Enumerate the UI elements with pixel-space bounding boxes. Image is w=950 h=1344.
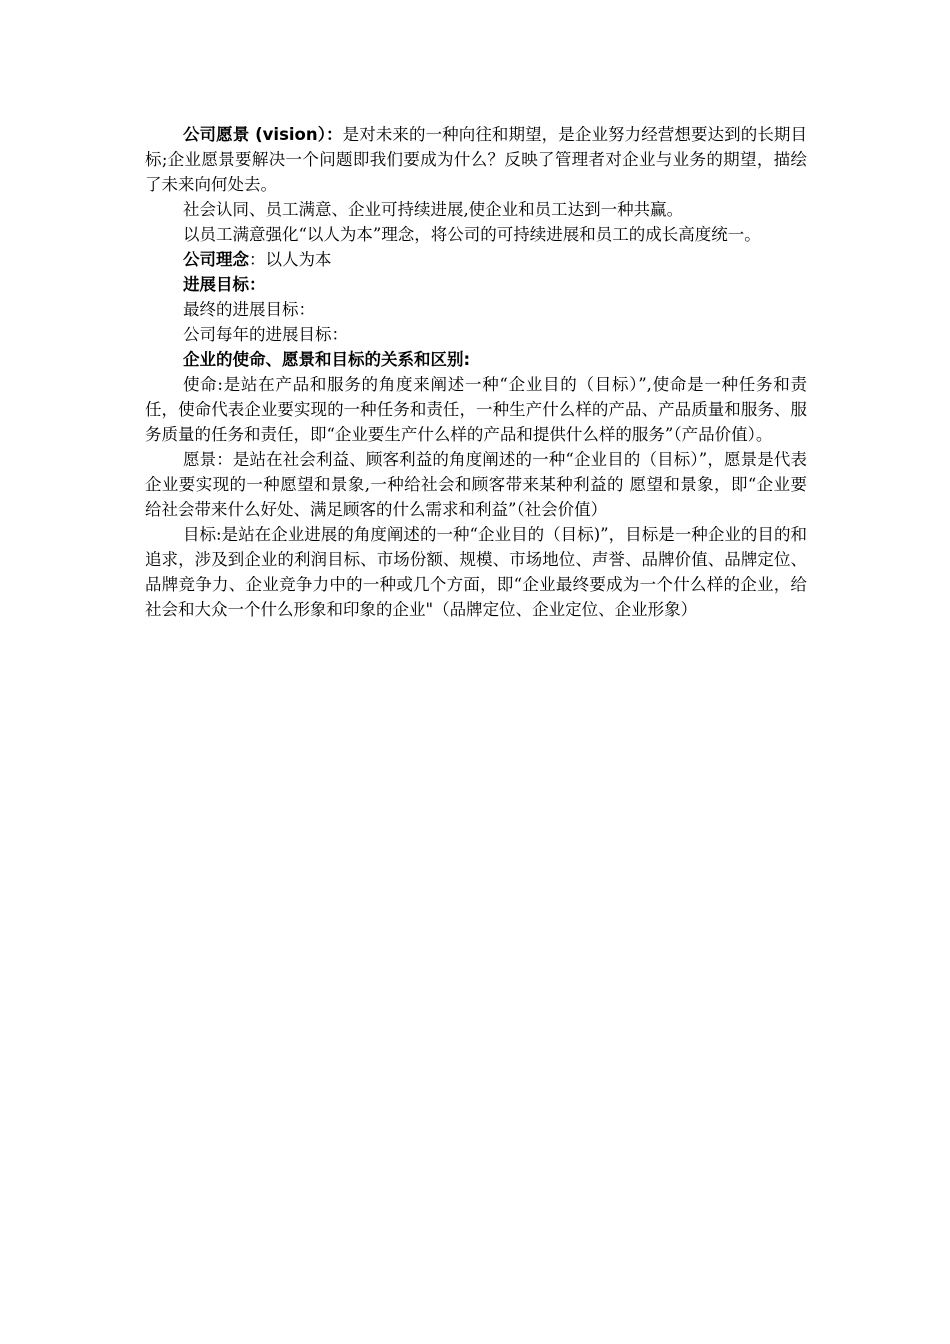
paragraph-company-philosophy xyxy=(145,247,807,272)
paragraph-employee-satisfaction: 以员工满意强化“以人为本”理念，将公司的可持续进展和员工的成长高度统一。 xyxy=(182,225,761,244)
mission-vision-goal-heading: 企业的使命、愿景和目标的关系和区别: xyxy=(182,350,471,369)
vision-heading: 公司愿景 (vision）： xyxy=(182,125,343,144)
paragraph-mission: 使命:是站在产品和服务的角度来阐述一种“企业目的（目标）”,使命是一种任务和责任，使命代表企业要实现的一种任务和责任，一种生产什么样的产品、产品质量和服务、服务质量的任务和责任，即“企业要生产什么样的产品和提供什么样的服务”（产品价值）。 xyxy=(145,375,807,444)
document-body xyxy=(145,122,807,622)
annual-development-goal: 公司每年的进展目标： xyxy=(182,325,348,344)
paragraph-vision-definition xyxy=(145,122,807,197)
paragraph-goal: 目标:是站在企业进展的角度阐述的一种“企业目的（目标)”，目标是一种企业的目的和追求，涉及到企业的利润目标、市场份额、规模、市场地位、声誉、品牌价值、品牌定位、品牌竞争力、企业竞争力中的一种或几个方面，即“企业最终要成为一个什么样的企业，给社会和大众一个什么形象和印象的企业"（品牌定位、企业定位、企业形象） xyxy=(145,525,807,619)
paragraph-social-recognition: 社会认同、员工满意、企业可持续进展,使企业和员工达到一种共赢。 xyxy=(182,200,684,219)
development-goals-heading: 进展目标： xyxy=(182,275,266,294)
paragraph-vision: 愿景：是站在社会利益、顾客利益的角度阐述的一种“企业目的（目标）”，愿景是代表企业要实现的一种愿望和景象,一种给社会和顾客带来某种利益的 愿望和景象，即“企业要给社会带来什么好处、满足顾客的什么需求和利益”（社会价值） xyxy=(145,450,807,519)
philosophy-heading: 公司理念 xyxy=(182,250,249,269)
final-development-goal: 最终的进展目标： xyxy=(182,300,315,319)
vision-definition-text: 是对未来的一种向往和期望，是企业努力经营想要达到的长期目标;企业愿景要解决一个问题即我们要成为什么？反映了管理者对企业与业务的期望，描绘了未来向何处去。 xyxy=(145,125,807,194)
philosophy-text: ：以人为本 xyxy=(248,250,332,269)
